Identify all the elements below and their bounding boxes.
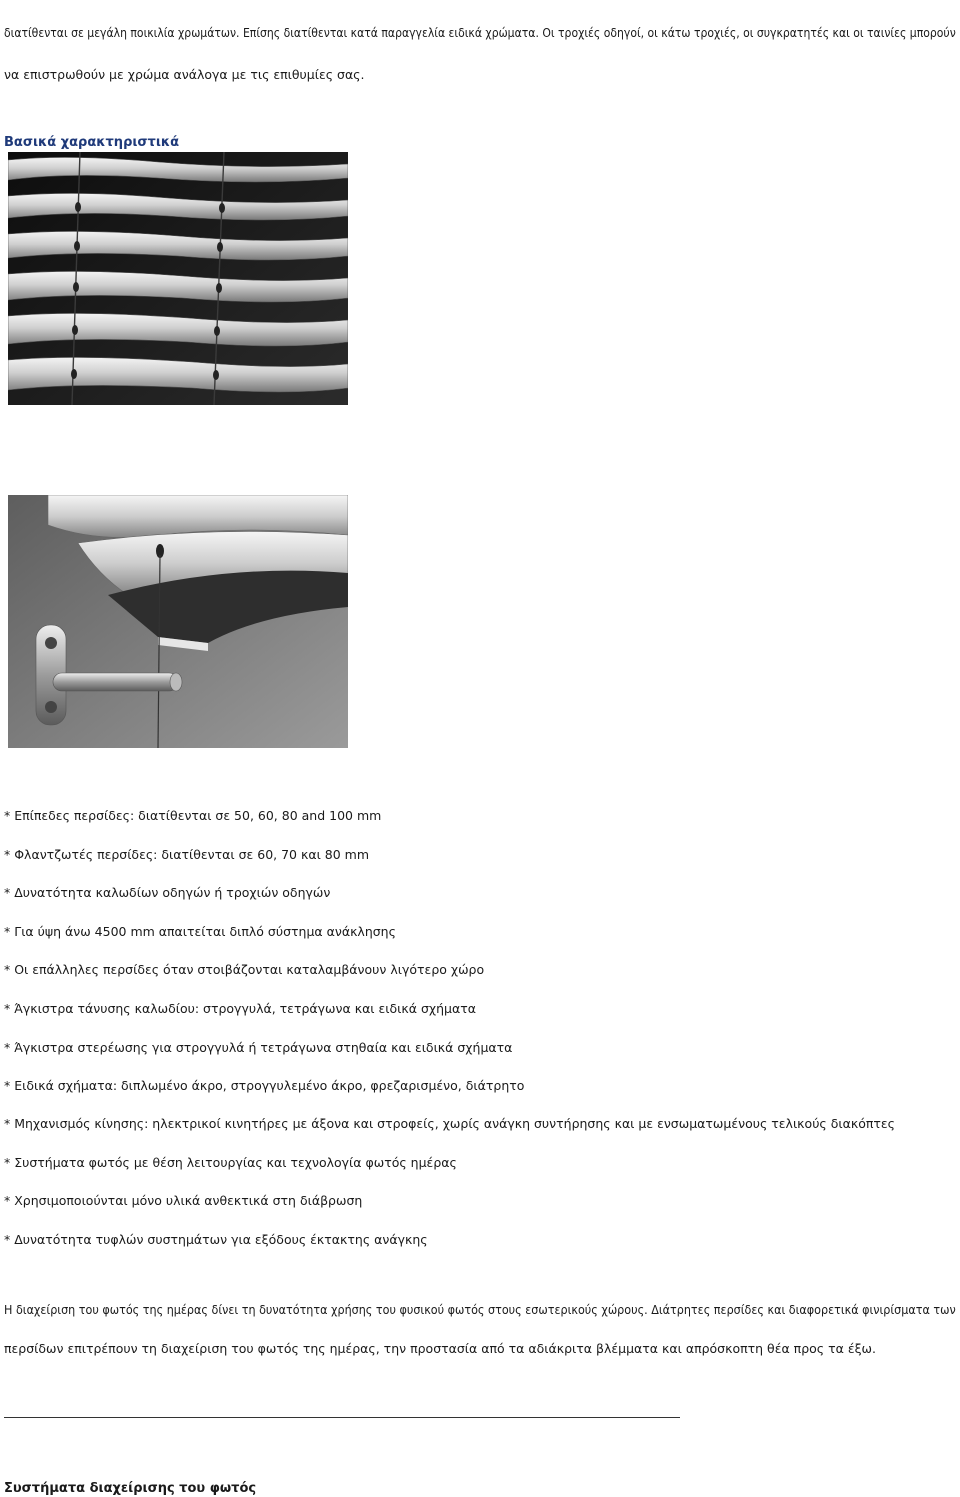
- feature-item: * Άγκιστρα στερέωσης για στρογγυλά ή τετράγωνα στηθαία και ειδικά σχήματα: [4, 1040, 513, 1055]
- intro-line-1: διατίθενται σε μεγάλη ποικιλία χρωμάτων. Επίσης διατίθενται κατά παραγγελία ειδικά χρώματα. Οι τροχιές οδηγοί, οι κάτω τροχιές, οι συγκρατητές και οι ταινίες μπορούν: [4, 25, 956, 40]
- feature-item: * Χρησιμοποιούνται μόνο υλικά ανθεκτικά στη διάβρωση: [4, 1193, 363, 1208]
- blinds-photo: [8, 152, 348, 405]
- feature-item: * Για ύψη άνω 4500 mm απαιτείται διπλό σύστημα ανάκλησης: [4, 924, 396, 939]
- divider: [4, 1417, 680, 1418]
- feature-item: * Επίπεδες περσίδες: διατίθενται σε 50, 60, 80 and 100 mm: [4, 808, 382, 823]
- feature-item: * Ειδικά σχήματα: διπλωμένο άκρο, στρογγυλεμένο άκρο, φρεζαρισμένο, διάτρητο: [4, 1078, 525, 1093]
- blinds-photo-graphic: [8, 152, 348, 405]
- feature-item: * Οι επάλληλες περσίδες όταν στοιβάζονται καταλαμβάνουν λιγότερο χώρο: [4, 962, 485, 977]
- bottom-rail-photo: [8, 495, 348, 748]
- feature-item: * Δυνατότητα τυφλών συστημάτων για εξόδους έκτακτης ανάγκης: [4, 1232, 428, 1247]
- feature-item: * Μηχανισμός κίνησης: ηλεκτρικοί κινητήρες με άξονα και στροφείς, χωρίς ανάγκη συντήρησης και με ενσωματωμένους τελικούς διακόπτες: [4, 1116, 896, 1131]
- intro-line-2: να επιστρωθούν με χρώμα ανάλογα με τις επιθυμίες σας.: [4, 67, 365, 82]
- bottom-rail-photo-graphic: [8, 495, 348, 748]
- paragraph-line-2: περσίδων επιτρέπουν τη διαχείριση του φωτός της ημέρας, την προστασία από τα αδιάκριτα βλέμματα και απρόσκοπτη θέα προς τα έξω.: [4, 1341, 876, 1356]
- section-heading: Βασικά χαρακτηριστικά: [4, 135, 180, 150]
- paragraph-line-1: Η διαχείριση του φωτός της ημέρας δίνει τη δυνατότητα χρήσης του φυσικού φωτός στους εσωτερικούς χώρους. Διάτρητες περσίδες και διαφορετικά φινιρίσματα των: [4, 1302, 956, 1317]
- feature-item: * Συστήματα φωτός με θέση λειτουργίας και τεχνολογία φωτός ημέρας: [4, 1155, 457, 1170]
- feature-item: * Φλαντζωτές περσίδες: διατίθενται σε 60, 70 και 80 mm: [4, 847, 370, 862]
- feature-item: * Δυνατότητα καλωδίων οδηγών ή τροχιών οδηγών: [4, 885, 331, 900]
- feature-item: * Άγκιστρα τάνυσης καλωδίου: στρογγυλά, τετράγωνα και ειδικά σχήματα: [4, 1001, 476, 1016]
- bottom-heading: Συστήματα διαχείρισης του φωτός: [4, 1481, 257, 1496]
